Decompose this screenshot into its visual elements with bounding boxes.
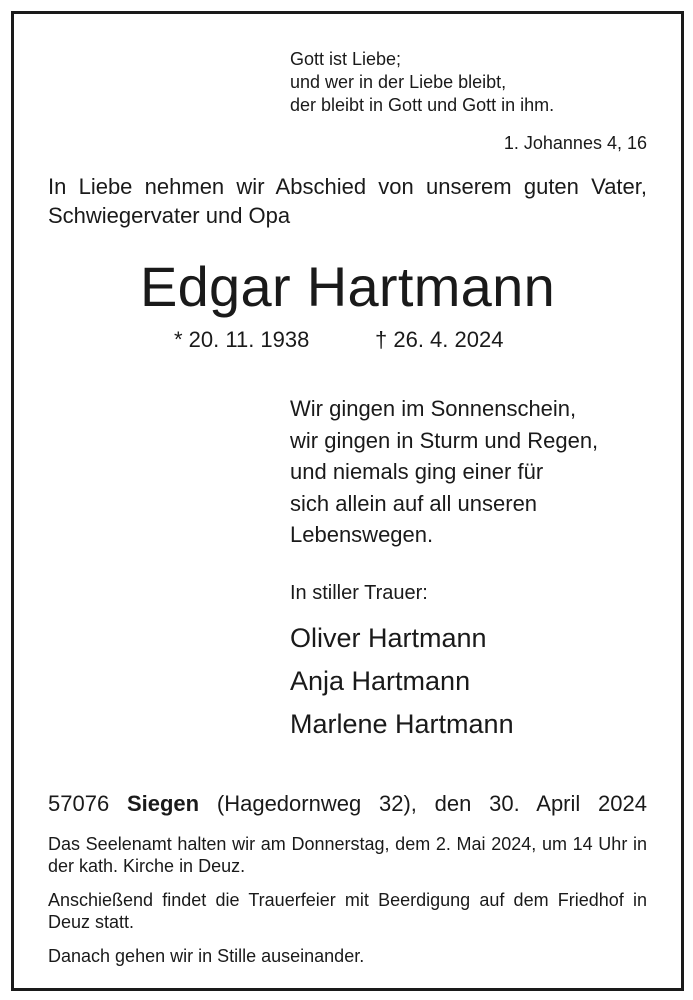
funeral-info: Anschießend findet die Trauerfeier mit Beerdigung auf dem Friedhof in Deuz statt.	[48, 890, 647, 932]
obituary-notice	[11, 11, 684, 991]
poem-line: sich allein auf all unseren	[290, 490, 538, 516]
poem	[290, 393, 598, 551]
verse-line: Gott ist Liebe;	[290, 49, 402, 69]
poem-line: und niemals ging einer für	[290, 459, 544, 484]
intro-text: In Liebe nehmen wir Abschied von unserem guten Vater, Schwiegervater und Opa	[48, 174, 647, 228]
mourner-name: Oliver Hartmann	[290, 623, 487, 653]
city: Siegen	[126, 791, 200, 816]
service-info: Das Seelenamt halten wir am Donnerstag, dem 2. Mai 2024, um 14 Uhr in der kath. Kirche in Deuz.	[48, 834, 647, 876]
poem-line: wir gingen in Sturm und Regen,	[290, 427, 599, 453]
mourner-name: Marlene Hartmann	[290, 709, 514, 739]
verse-reference: 1. Johannes 4, 16	[503, 133, 647, 153]
mourning-label: In stiller Trauer:	[290, 582, 428, 604]
postcode: 57076	[48, 791, 110, 816]
deceased-name: Edgar Hartmann	[139, 255, 556, 318]
address-and-date: (Hagedornweg 32), den 30. April 2024	[216, 791, 647, 816]
birth-date: * 20. 11. 1938	[174, 327, 310, 352]
closing-note: Danach gehen wir in Stille auseinander.	[48, 946, 365, 966]
verse-line: der bleibt in Gott und Gott in ihm.	[290, 95, 555, 115]
bible-verse	[290, 48, 554, 117]
poem-line: Wir gingen im Sonnenschein,	[290, 396, 577, 421]
verse-line: und wer in der Liebe bleibt,	[290, 72, 507, 92]
place-and-date	[48, 791, 647, 817]
death-date: † 26. 4. 2024	[375, 327, 504, 352]
poem-line: Lebenswegen.	[290, 522, 434, 547]
mourner-name: Anja Hartmann	[290, 666, 471, 696]
